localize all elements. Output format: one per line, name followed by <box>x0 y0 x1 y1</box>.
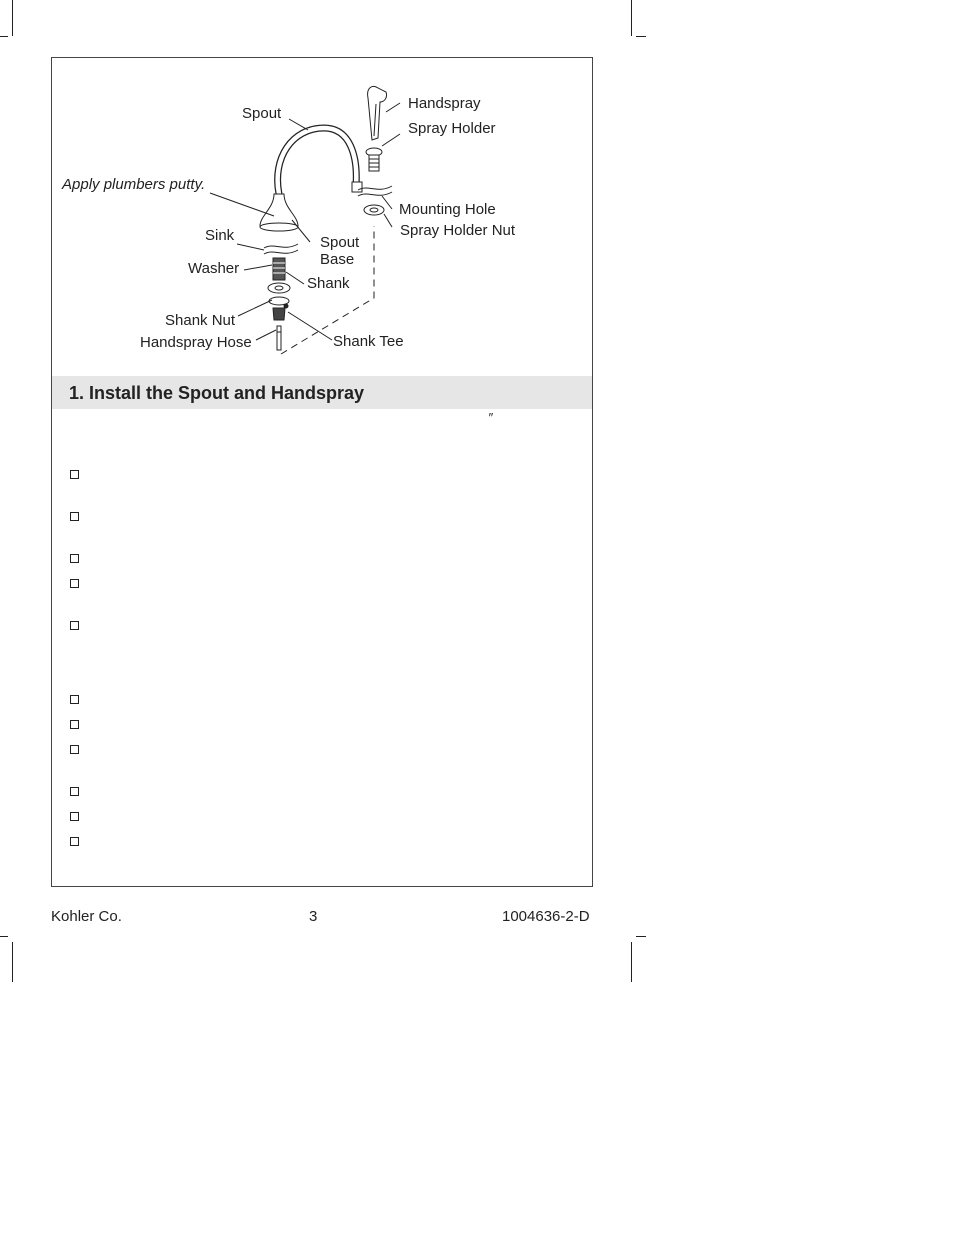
footer-page-number: 3 <box>309 908 318 925</box>
spout-neck-inner <box>278 128 357 194</box>
crop-mark <box>12 942 13 982</box>
shank-label: Shank <box>307 275 350 292</box>
instruction-panel <box>51 57 593 887</box>
step-checkbox[interactable] <box>70 512 79 521</box>
spout-base-label-line2: Base <box>320 251 355 268</box>
spout-tip <box>352 182 362 192</box>
faucet-illustration <box>52 58 592 376</box>
crop-mark <box>12 0 13 36</box>
sink-cut <box>264 250 298 254</box>
crop-mark <box>636 936 646 937</box>
crop-mark <box>631 0 632 36</box>
spray-holder-label: Spray Holder <box>408 120 496 137</box>
step-checkbox[interactable] <box>70 470 79 479</box>
mounting-hole-cut <box>358 192 392 196</box>
inch-mark: ″ <box>488 410 493 425</box>
washer-label: Washer <box>188 260 240 277</box>
exploded-diagram <box>52 58 592 376</box>
step-checkbox[interactable] <box>70 812 79 821</box>
mounting-hole-cut <box>358 186 392 190</box>
section-header <box>52 376 592 409</box>
step-checkbox[interactable] <box>70 579 79 588</box>
spout-base-label-line1: Spout <box>320 234 360 251</box>
putty-note: Apply plumbers putty. <box>62 176 206 193</box>
handspray-label: Handspray <box>408 95 481 112</box>
handspray <box>368 86 387 140</box>
footer-company: Kohler Co. <box>51 908 122 925</box>
sink-cut <box>264 244 298 248</box>
shank-tee <box>273 308 285 320</box>
handspray-hose-label: Handspray Hose <box>140 334 252 351</box>
spout-base <box>260 194 298 226</box>
step-checkbox[interactable] <box>70 837 79 846</box>
spout-label: Spout <box>242 105 282 122</box>
sink-label: Sink <box>205 227 235 244</box>
handspray-hose <box>277 326 281 350</box>
mounting-hole-label: Mounting Hole <box>399 201 496 218</box>
crop-mark <box>631 942 632 982</box>
section-title: 1. Install the Spout and Handspray <box>69 383 365 403</box>
footer-doc-number: 1004636-2-D <box>502 908 590 925</box>
crop-mark <box>636 36 646 37</box>
spout-base-bottom <box>260 223 298 231</box>
step-checkbox[interactable] <box>70 695 79 704</box>
step-checkbox[interactable] <box>70 720 79 729</box>
shank-tee-label: Shank Tee <box>333 333 404 350</box>
crop-mark <box>0 936 8 937</box>
spray-holder-nut <box>364 205 384 215</box>
washer <box>268 283 290 293</box>
step-checkbox[interactable] <box>70 745 79 754</box>
step-checkbox[interactable] <box>70 554 79 563</box>
step-checkbox[interactable] <box>70 787 79 796</box>
shank <box>273 258 285 280</box>
shank-nut-label: Shank Nut <box>165 312 236 329</box>
crop-mark <box>0 36 8 37</box>
step-checkbox[interactable] <box>70 621 79 630</box>
spray-holder-nut-label: Spray Holder Nut <box>400 222 516 239</box>
